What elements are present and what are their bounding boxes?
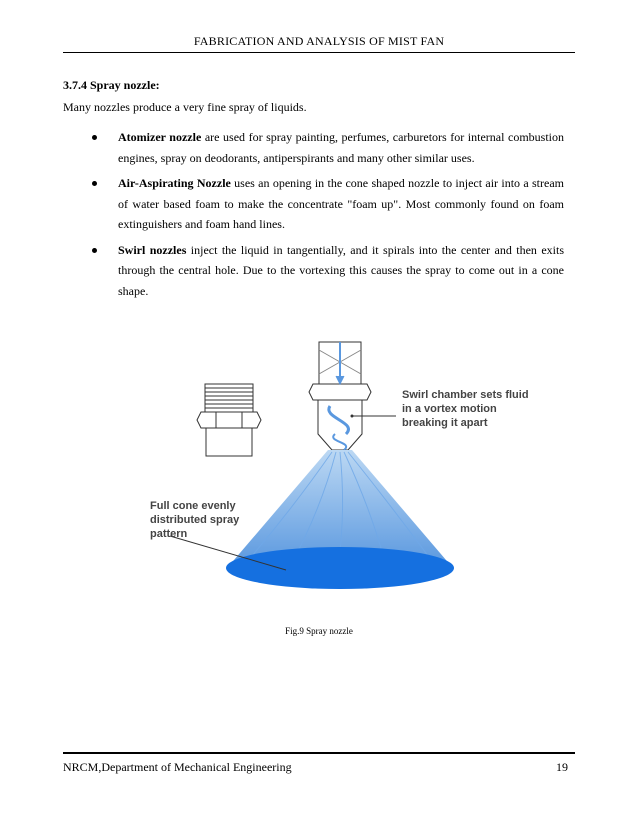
desc-air-aspirating: uses an opening in the cone shaped nozzle to inject air into a stream of water based foam to make the concentrate "foam up". Most commonly found on foam extinguishers and foam hand lines. <box>118 176 564 231</box>
bullet-icon <box>92 135 97 140</box>
bullet-icon <box>92 248 97 253</box>
term-swirl: Swirl nozzles <box>118 242 187 257</box>
list-item-swirl <box>92 240 564 302</box>
section-title: 3.7.4 Spray nozzle: <box>63 78 160 92</box>
nozzle-type-list <box>92 127 564 306</box>
swirl-chamber-label: Swirl chamber sets fluid in a vortex motion breaking it apart <box>402 389 529 429</box>
full-cone-label: Full cone evenly distributed spray pattern <box>150 500 240 540</box>
bullet-icon <box>92 181 97 186</box>
page-header: FABRICATION AND ANALYSIS OF MIST FAN <box>193 34 445 48</box>
figure-caption: Fig.9 Spray nozzle <box>285 626 353 636</box>
desc-atomizer: are used for spray painting, perfumes, carburetors for internal combustion engines, spray on deodorants, antiperspirants and many other similar uses. <box>118 130 564 165</box>
spray-base-ellipse <box>226 547 454 589</box>
footer-department: NRCM,Department of Mechanical Engineering <box>63 760 292 774</box>
term-atomizer: Atomizer nozzle <box>118 130 202 144</box>
term-air-aspirating: Air-Aspirating Nozzle <box>118 176 231 190</box>
spray-nozzle-figure <box>150 342 529 602</box>
desc-swirl: inject the liquid in tangentially, and it spirals into the center and then exits through the central hole. Due to the vortexing this causes the spray to come out in a cone shape. <box>118 242 564 298</box>
page-number: 19 <box>556 760 568 774</box>
list-item-air-aspirating <box>92 173 564 235</box>
header-rule <box>63 52 575 53</box>
footer-rule <box>63 752 575 754</box>
swirl-nozzle <box>309 342 371 450</box>
list-item-atomizer <box>92 127 564 168</box>
intro-paragraph: Many nozzles produce a very fine spray of liquids. <box>63 100 307 114</box>
nozzle-body-left <box>197 384 261 456</box>
